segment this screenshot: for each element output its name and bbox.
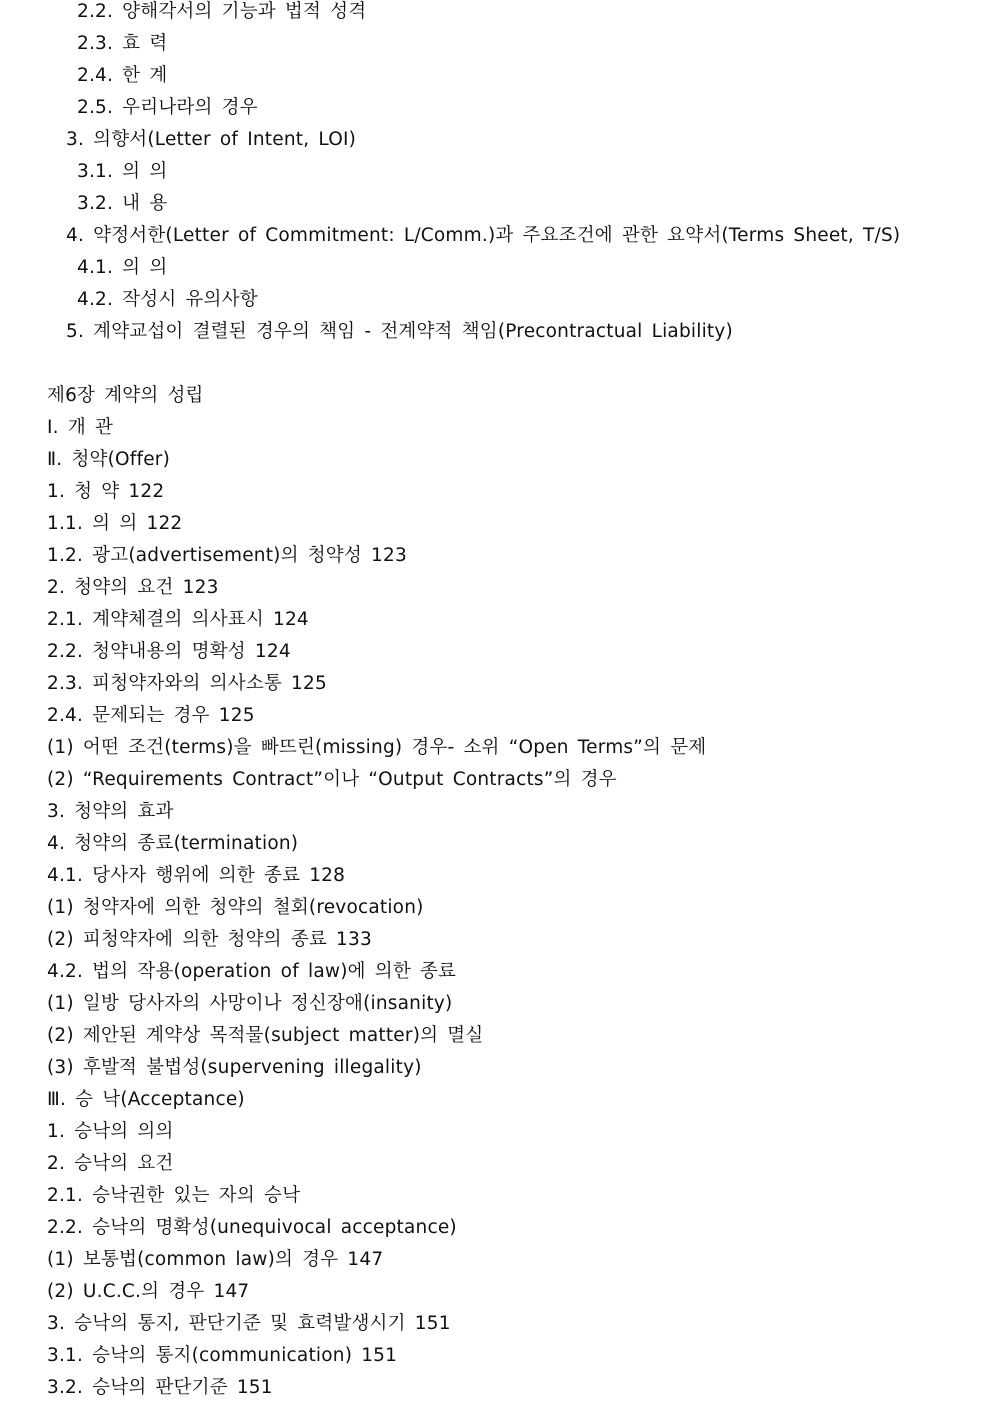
toc-entry: 5. 계약교섭이 결렬된 경우의 책임 - 전계약적 책임(Precontractual Liability) — [66, 321, 733, 342]
toc-entry: (1) 일방 당사자의 사망이나 정신장애(insanity) — [47, 993, 453, 1014]
toc-entry: 2.5. 우리나라의 경우 — [77, 97, 258, 118]
toc-entry: 2.2. 양해각서의 기능과 법적 성격 — [77, 1, 367, 22]
toc-entry: 1.1. 의 의 122 — [47, 513, 183, 534]
toc-entry: 3. 청약의 효과 — [47, 801, 174, 822]
toc-entry: 3.2. 내 용 — [77, 193, 168, 214]
toc-entry: 2. 청약의 요건 123 — [47, 577, 219, 598]
toc-entry: 2.3. 효 력 — [77, 33, 168, 54]
toc-entry: (1) 청약자에 의한 청약의 철회(revocation) — [47, 897, 424, 918]
toc-entry: (2) 피청약자에 의한 청약의 종료 133 — [47, 929, 372, 950]
toc-entry: 2.1. 승낙권한 있는 자의 승낙 — [47, 1185, 301, 1206]
toc-entry: Ⅲ. 승 낙(Acceptance) — [47, 1089, 245, 1110]
toc-entry: 3.1. 의 의 — [77, 161, 168, 182]
toc-entry: 1.2. 광고(advertisement)의 청약성 123 — [47, 545, 407, 566]
toc-entry: 3. 의향서(Letter of Intent, LOI) — [66, 129, 357, 150]
toc-entry: 2.1. 계약체결의 의사표시 124 — [47, 609, 309, 630]
toc-entry: 2.3. 피청약자와의 의사소통 125 — [47, 673, 327, 694]
toc-entry: 4.1. 당사자 행위에 의한 종료 128 — [47, 865, 346, 886]
toc-entry: 4.2. 작성시 유의사항 — [77, 289, 258, 310]
toc-entry: 2.4. 문제되는 경우 125 — [47, 705, 255, 726]
toc-entry: 1. 승낙의 의의 — [47, 1121, 174, 1142]
toc-entry: 3. 승낙의 통지, 판단기준 및 효력발생시기 151 — [47, 1313, 451, 1334]
chapter-title: 제6장 계약의 성립 — [47, 385, 204, 406]
toc-entry: (1) 보통법(common law)의 경우 147 — [47, 1249, 384, 1270]
toc-entry: 4. 약정서한(Letter of Commitment: L/Comm.)과 주요조건에 관한 요약서(Terms Sheet, T/S) — [66, 225, 901, 246]
toc-entry: Ⅰ. 개 관 — [47, 417, 114, 438]
toc-entry: 3.2. 승낙의 판단기준 151 — [47, 1377, 273, 1398]
toc-entry: 4.2. 법의 작용(operation of law)에 의한 종료 — [47, 961, 457, 982]
toc-entry: (2) 제안된 계약상 목적물(subject matter)의 멸실 — [47, 1025, 484, 1046]
toc-entry: 2.4. 한 계 — [77, 65, 168, 86]
toc-entry: 2.2. 승낙의 명확성(unequivocal acceptance) — [47, 1217, 457, 1238]
toc-entry: 4.1. 의 의 — [77, 257, 168, 278]
toc-entry: Ⅱ. 청약(Offer) — [47, 449, 171, 470]
toc-entry: 3.1. 승낙의 통지(communication) 151 — [47, 1345, 398, 1366]
toc-entry: (3) 후발적 불법성(supervening illegality) — [47, 1057, 422, 1078]
toc-entry: 2.2. 청약내용의 명확성 124 — [47, 641, 291, 662]
toc-entry: (1) 어떤 조건(terms)을 빠뜨린(missing) 경우- 소위 “Open Terms”의 문제 — [47, 737, 707, 758]
toc-entry: 2. 승낙의 요건 — [47, 1153, 174, 1174]
toc-entry: 4. 청약의 종료(termination) — [47, 833, 299, 854]
toc-entry: 1. 청 약 122 — [47, 481, 165, 502]
toc-entry: (2) U.C.C.의 경우 147 — [47, 1281, 250, 1302]
toc-entry: (2) “Requirements Contract”이나 “Output Contracts”의 경우 — [47, 769, 617, 790]
